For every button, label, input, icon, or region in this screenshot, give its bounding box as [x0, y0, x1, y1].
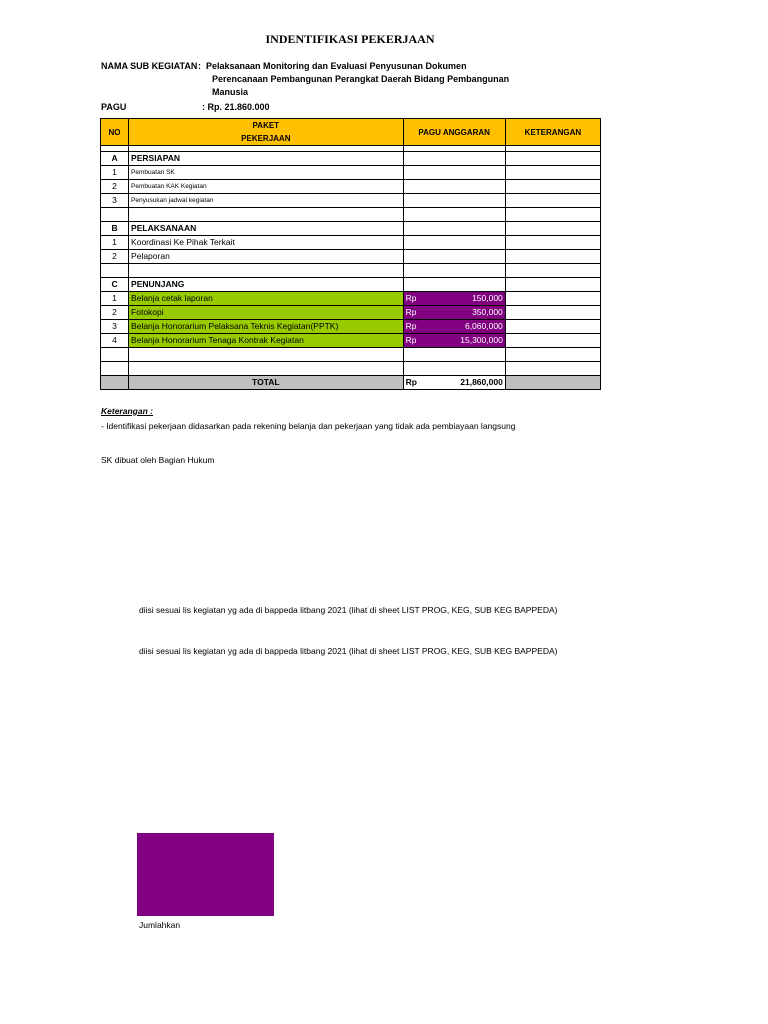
currency-label: Rp: [405, 335, 417, 345]
table-row: [101, 278, 601, 292]
total-label: TOTAL: [129, 376, 404, 390]
table-row: [101, 250, 601, 264]
currency-label: Rp: [405, 293, 417, 303]
sub-kegiatan-label: NAMA SUB KEGIATAN: [101, 61, 198, 71]
amount-value: 350,000: [472, 307, 503, 317]
row-label: Fotokopi: [129, 306, 404, 320]
row-no: 1: [101, 166, 129, 180]
header-no: NO: [101, 119, 129, 146]
notes-line: - Identifikasi pekerjaan didasarkan pada rekening belanja dan pekerjaan yang tidak ada pembiayaan langsung: [101, 421, 516, 431]
row-label: Pembuatan KAK Kegiatan: [129, 180, 404, 194]
sub-kegiatan-line1: Pelaksanaan Monitoring dan Evaluasi Penyusunan Dokumen: [206, 61, 467, 71]
amount-value: 150,000: [472, 293, 503, 303]
table-row: [101, 348, 601, 362]
table-row: [101, 320, 601, 334]
legend-label: Jumlahkan: [139, 920, 181, 930]
amount-value: 15,300,000: [460, 335, 503, 345]
row-label: Pembuatan SK: [129, 166, 404, 180]
row-amount-cell: [403, 292, 505, 306]
row-no: 2: [101, 250, 129, 264]
row-no: 3: [101, 320, 129, 334]
currency-label: Rp: [405, 321, 417, 331]
table-row: [101, 236, 601, 250]
table-row: [101, 180, 601, 194]
currency-label: Rp: [405, 377, 417, 387]
row-amount-cell: [403, 320, 505, 334]
header-pagu: PAGU ANGGARAN: [403, 119, 505, 146]
table-row: [101, 166, 601, 180]
row-no: 2: [101, 306, 129, 320]
row-amount-cell: [403, 306, 505, 320]
table-row: [101, 334, 601, 348]
row-label: Koordinasi Ke Pihak Terkait: [129, 236, 404, 250]
pagu-value: : Rp. 21.860.000: [202, 102, 270, 112]
total-row: [101, 376, 601, 390]
sub-kegiatan-line3: Manusia: [212, 87, 249, 97]
pagu-label: PAGU: [101, 102, 127, 112]
row-label: Belanja cetak laporan: [129, 292, 404, 306]
table-row: [101, 264, 601, 278]
legend-color-swatch: [137, 833, 274, 916]
work-table: [100, 118, 601, 390]
row-no: 1: [101, 236, 129, 250]
header-keterangan: KETERANGAN: [505, 119, 600, 146]
header-paket-line1: PAKET: [252, 121, 280, 130]
row-label: Belanja Honorarium Pelaksana Teknis Kegiatan(PPTK): [129, 320, 404, 334]
table-row: [101, 362, 601, 376]
table-row: [101, 194, 601, 208]
currency-label: Rp: [405, 307, 417, 317]
row-label: Pelaporan: [129, 250, 404, 264]
section-c-label: PENUNJANG: [129, 278, 404, 292]
row-no: 2: [101, 180, 129, 194]
row-label: Belanja Honorarium Tenaga Kontrak Kegiatan: [129, 334, 404, 348]
section-a-label: PERSIAPAN: [129, 152, 404, 166]
table-header-row: [101, 119, 601, 146]
header-paket: [129, 119, 404, 146]
table-row: [101, 152, 601, 166]
sk-note: SK dibuat oleh Bagian Hukum: [101, 455, 215, 465]
row-amount-cell: [403, 334, 505, 348]
table-row: [101, 306, 601, 320]
sub-kegiatan-line2: Perencanaan Pembangunan Perangkat Daerah Bidang Pembangunan: [212, 74, 510, 84]
table-row: [101, 292, 601, 306]
sub-kegiatan-separator: :: [198, 61, 201, 71]
section-c-no: C: [101, 278, 129, 292]
instruction-note: diisi sesuai lis kegiatan yg ada di bappeda litbang 2021 (lihat di sheet LIST PROG, KEG, SUB KEG BAPPEDA): [139, 646, 558, 656]
instruction-note: diisi sesuai lis kegiatan yg ada di bappeda litbang 2021 (lihat di sheet LIST PROG, KEG, SUB KEG BAPPEDA): [139, 605, 558, 615]
amount-value: 6,060,000: [464, 321, 503, 331]
section-b-no: B: [101, 222, 129, 236]
notes-title: Keterangan :: [101, 406, 153, 416]
table-row: [101, 222, 601, 236]
table-row: [101, 208, 601, 222]
section-a-no: A: [101, 152, 129, 166]
row-no: 1: [101, 292, 129, 306]
total-amount: 21,860,000: [460, 377, 503, 387]
header-paket-line2: PEKERJAAN: [241, 134, 291, 143]
section-b-label: PELAKSANAAN: [129, 222, 404, 236]
row-no: 4: [101, 334, 129, 348]
total-amount-cell: [403, 376, 505, 390]
row-no: 3: [101, 194, 129, 208]
page-title: INDENTIFIKASI PEKERJAAN: [265, 32, 435, 46]
row-label: Penyusukan jadwal kegiatan: [129, 194, 404, 208]
